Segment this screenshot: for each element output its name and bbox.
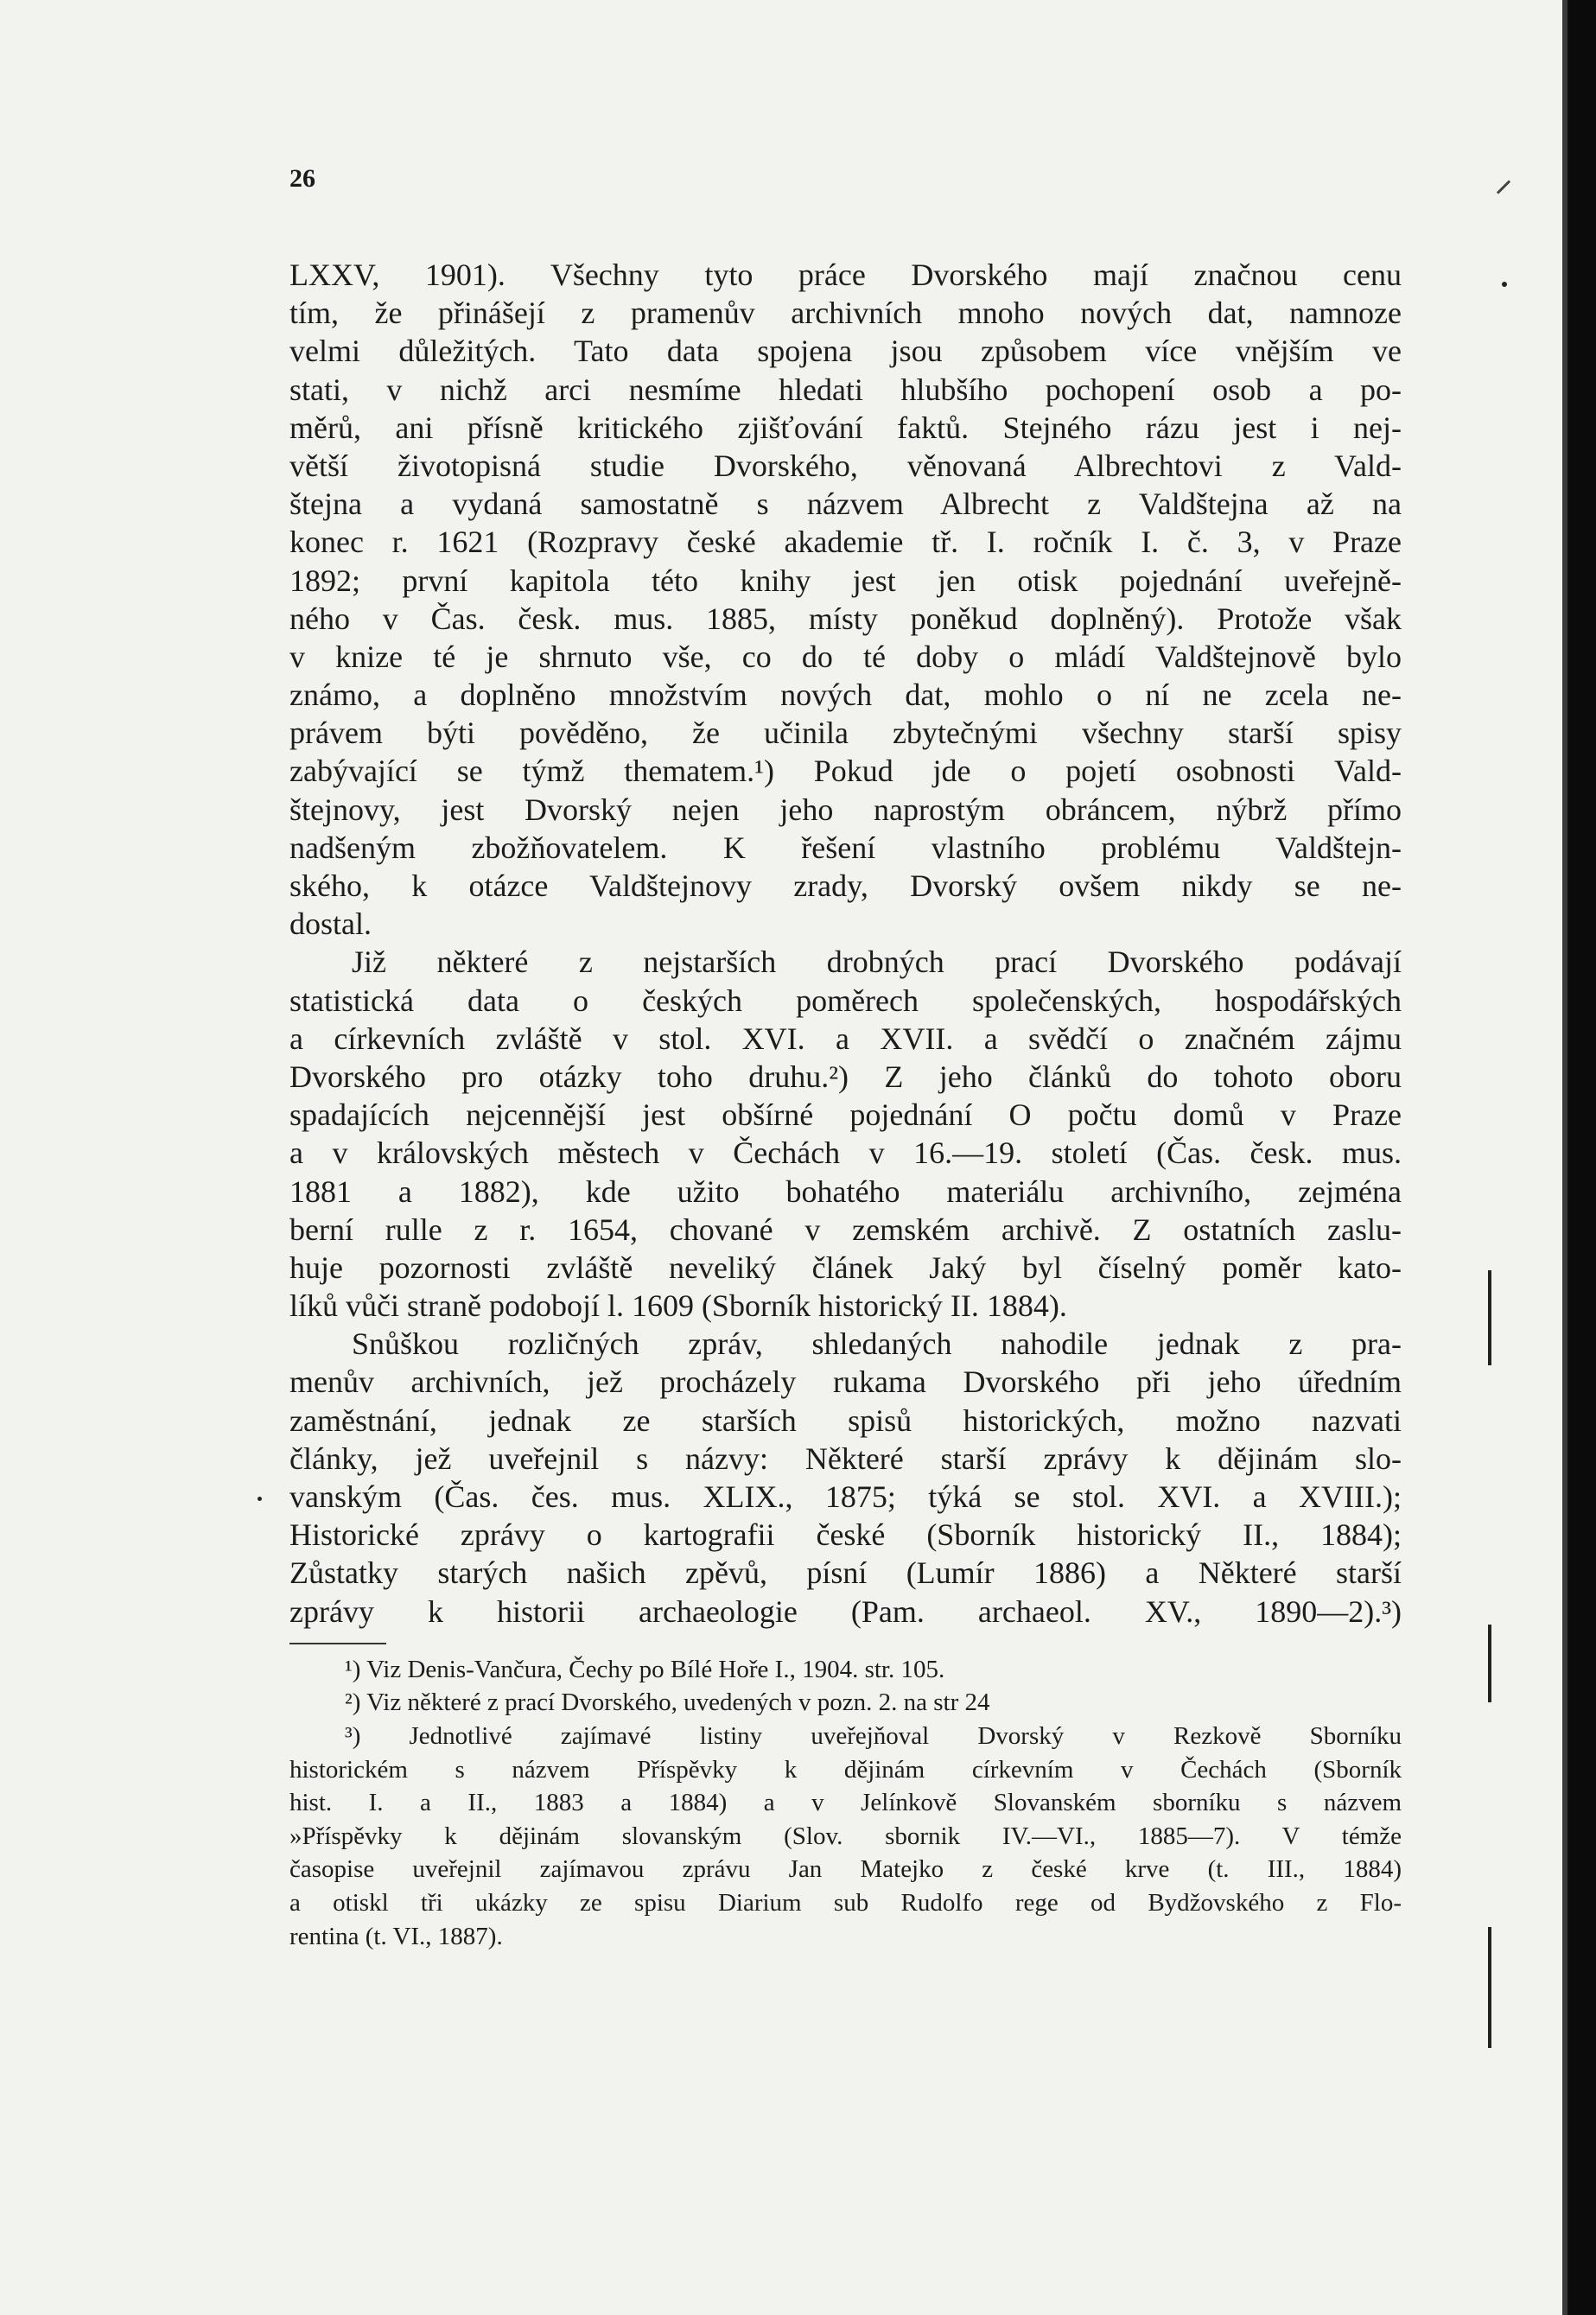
text-line: štejna a vydaná samostatně s názvem Albrecht z Valdštejna až na <box>289 487 1402 522</box>
scan-mark <box>1497 180 1510 194</box>
text-line: menův archivních, jež procházely rukama Dvorského při jeho úředním <box>289 1364 1402 1400</box>
footnote-separator <box>289 1643 386 1644</box>
footnote-line: »Příspěvky k dějinám slovanským (Slov. sbornik IV.—VI., 1885—7). V témže <box>289 1822 1402 1850</box>
scan-mark <box>1488 1625 1491 1702</box>
footnote-line: a otiskl tři ukázky ze spisu Diarium sub Rudolfo rege od Bydžovského z Flo- <box>289 1888 1402 1917</box>
footnote-line: hist. I. a II., 1883 a 1884) a v Jelínkově Slovanském sborníku s názvem <box>289 1789 1402 1817</box>
text-line: 1892; první kapitola této knihy jest jen otisk pojednání uveřejně- <box>289 563 1402 598</box>
text-line: huje pozornosti zvláště neveliký článek Jaký byl číselný poměr kato- <box>289 1250 1402 1285</box>
footnotes <box>289 1653 1402 1953</box>
text-line: zprávy k historii archaeologie (Pam. archaeol. XV., 1890—2).³) <box>289 1593 1402 1629</box>
text-line: LXXV, 1901). Všechny tyto práce Dvorského mají značnou cenu <box>289 258 1402 292</box>
footnote-line: ²) Viz některé z prací Dvorského, uvedených v pozn. 2. na str 24 <box>345 1689 990 1717</box>
page-edge-shadow <box>1562 0 1567 2315</box>
text-line: v knize té je shrnuto vše, co do té doby o mládí Valdštejnově bylo <box>289 639 1402 674</box>
text-line: štejnovy, jest Dvorský nejen jeho naprostým obráncem, nýbrž přímo <box>289 792 1402 827</box>
text-line: spadajících nejcennější jest obšírné pojednání O počtu domů v Praze <box>289 1097 1402 1133</box>
text-line: a v královských městech v Čechách v 16.—19. století (Čas. česk. mus. <box>289 1135 1402 1171</box>
text-line: právem býti pověděno, že učinila zbytečnými všechny starší spisy <box>289 715 1402 751</box>
text-line: Historické zprávy o kartografii české (Sborník historický II., 1884); <box>289 1517 1402 1553</box>
text-line: stati, v nichž arci nesmíme hledati hlubšího pochopení osob a po- <box>289 372 1402 407</box>
text-line: měrů, ani přísně kritického zjišťování faktů. Stejného rázu jest i nej- <box>289 410 1402 445</box>
body-text <box>289 256 1402 1953</box>
text-line: vanským (Čas. čes. mus. XLIX., 1875; týká se stol. XVI. a XVIII.); <box>289 1479 1402 1514</box>
text-line: líků vůči straně podobojí l. 1609 (Sborník historický II. 1884). <box>289 1288 1067 1324</box>
scan-mark <box>1488 1927 1491 2048</box>
text-line: a církevních zvláště v stol. XVI. a XVII. a svědčí o značném zájmu <box>289 1021 1402 1056</box>
text-line: články, jež uveřejnil s názvy: Některé starší zprávy k dějinám slo- <box>289 1441 1402 1476</box>
text-line: Zůstatky starých našich zpěvů, písní (Lumír 1886) a Některé starší <box>289 1555 1402 1591</box>
text-line: ského, k otázce Valdštejnovy zrady, Dvorský ovšem nikdy se ne- <box>289 868 1402 903</box>
footnote-line: ³) Jednotlivé zajímavé listiny uveřejňoval Dvorský v Rezkově Sborníku <box>345 1721 1402 1750</box>
text-line: Snůškou rozličných zpráv, shledaných nahodile jednak z pra- <box>352 1326 1402 1362</box>
text-line: zaměstnání, jednak ze starších spisů historických, možno nazvati <box>289 1402 1402 1438</box>
scan-mark <box>1502 282 1507 287</box>
text-line: 1881 a 1882), kde užito bohatého materiálu archivního, zejména <box>289 1173 1402 1209</box>
text-line: statistická data o českých poměrech společenských, hospodářských <box>289 983 1402 1018</box>
page-number: 26 <box>289 164 315 193</box>
text-line: nadšeným zbožňovatelem. K řešení vlastního problému Valdštejn- <box>289 830 1402 865</box>
scan-mark <box>258 1497 262 1501</box>
text-line: větší životopisná studie Dvorského, věnovaná Albrechtovi z Vald- <box>289 448 1402 483</box>
text-line: zabývající se týmž thematem.¹) Pokud jde o pojetí osobnosti Vald- <box>289 754 1402 789</box>
text-line: známo, a doplněno množstvím nových dat, mohlo o ní ne zcela ne- <box>289 677 1402 713</box>
footnote-line: historickém s názvem Příspěvky k dějinám církevním v Čechách (Sborník <box>289 1755 1402 1784</box>
footnote-line: časopise uveřejnil zajímavou zprávu Jan Matejko z české krve (t. III., 1884) <box>289 1855 1402 1884</box>
text-line: Dvorského pro otázky toho druhu.²) Z jeho článků do tohoto oboru <box>289 1059 1402 1094</box>
text-line: Již některé z nejstarších drobných prací Dvorského podávají <box>352 944 1402 980</box>
text-line: tím, že přinášejí z pramenův archivních mnoho nových dat, namnoze <box>289 296 1402 331</box>
text-line: velmi důležitých. Tato data spojena jsou způsobem více vnějším ve <box>289 334 1402 369</box>
text-line: konec r. 1621 (Rozpravy české akademie tř. I. ročník I. č. 3, v Praze <box>289 525 1402 560</box>
footnote-line: rentina (t. VI., 1887). <box>289 1922 503 1950</box>
scan-mark <box>1488 1270 1491 1365</box>
text-line: berní rulle z r. 1654, chované v zemském archivě. Z ostatních zaslu- <box>289 1212 1402 1247</box>
text-line: ného v Čas. česk. mus. 1885, místy poněkud doplněný). Protože však <box>289 601 1402 636</box>
footnote-line: ¹) Viz Denis-Vančura, Čechy po Bílé Hoře I., 1904. str. 105. <box>345 1655 945 1683</box>
text-line: dostal. <box>289 906 372 942</box>
